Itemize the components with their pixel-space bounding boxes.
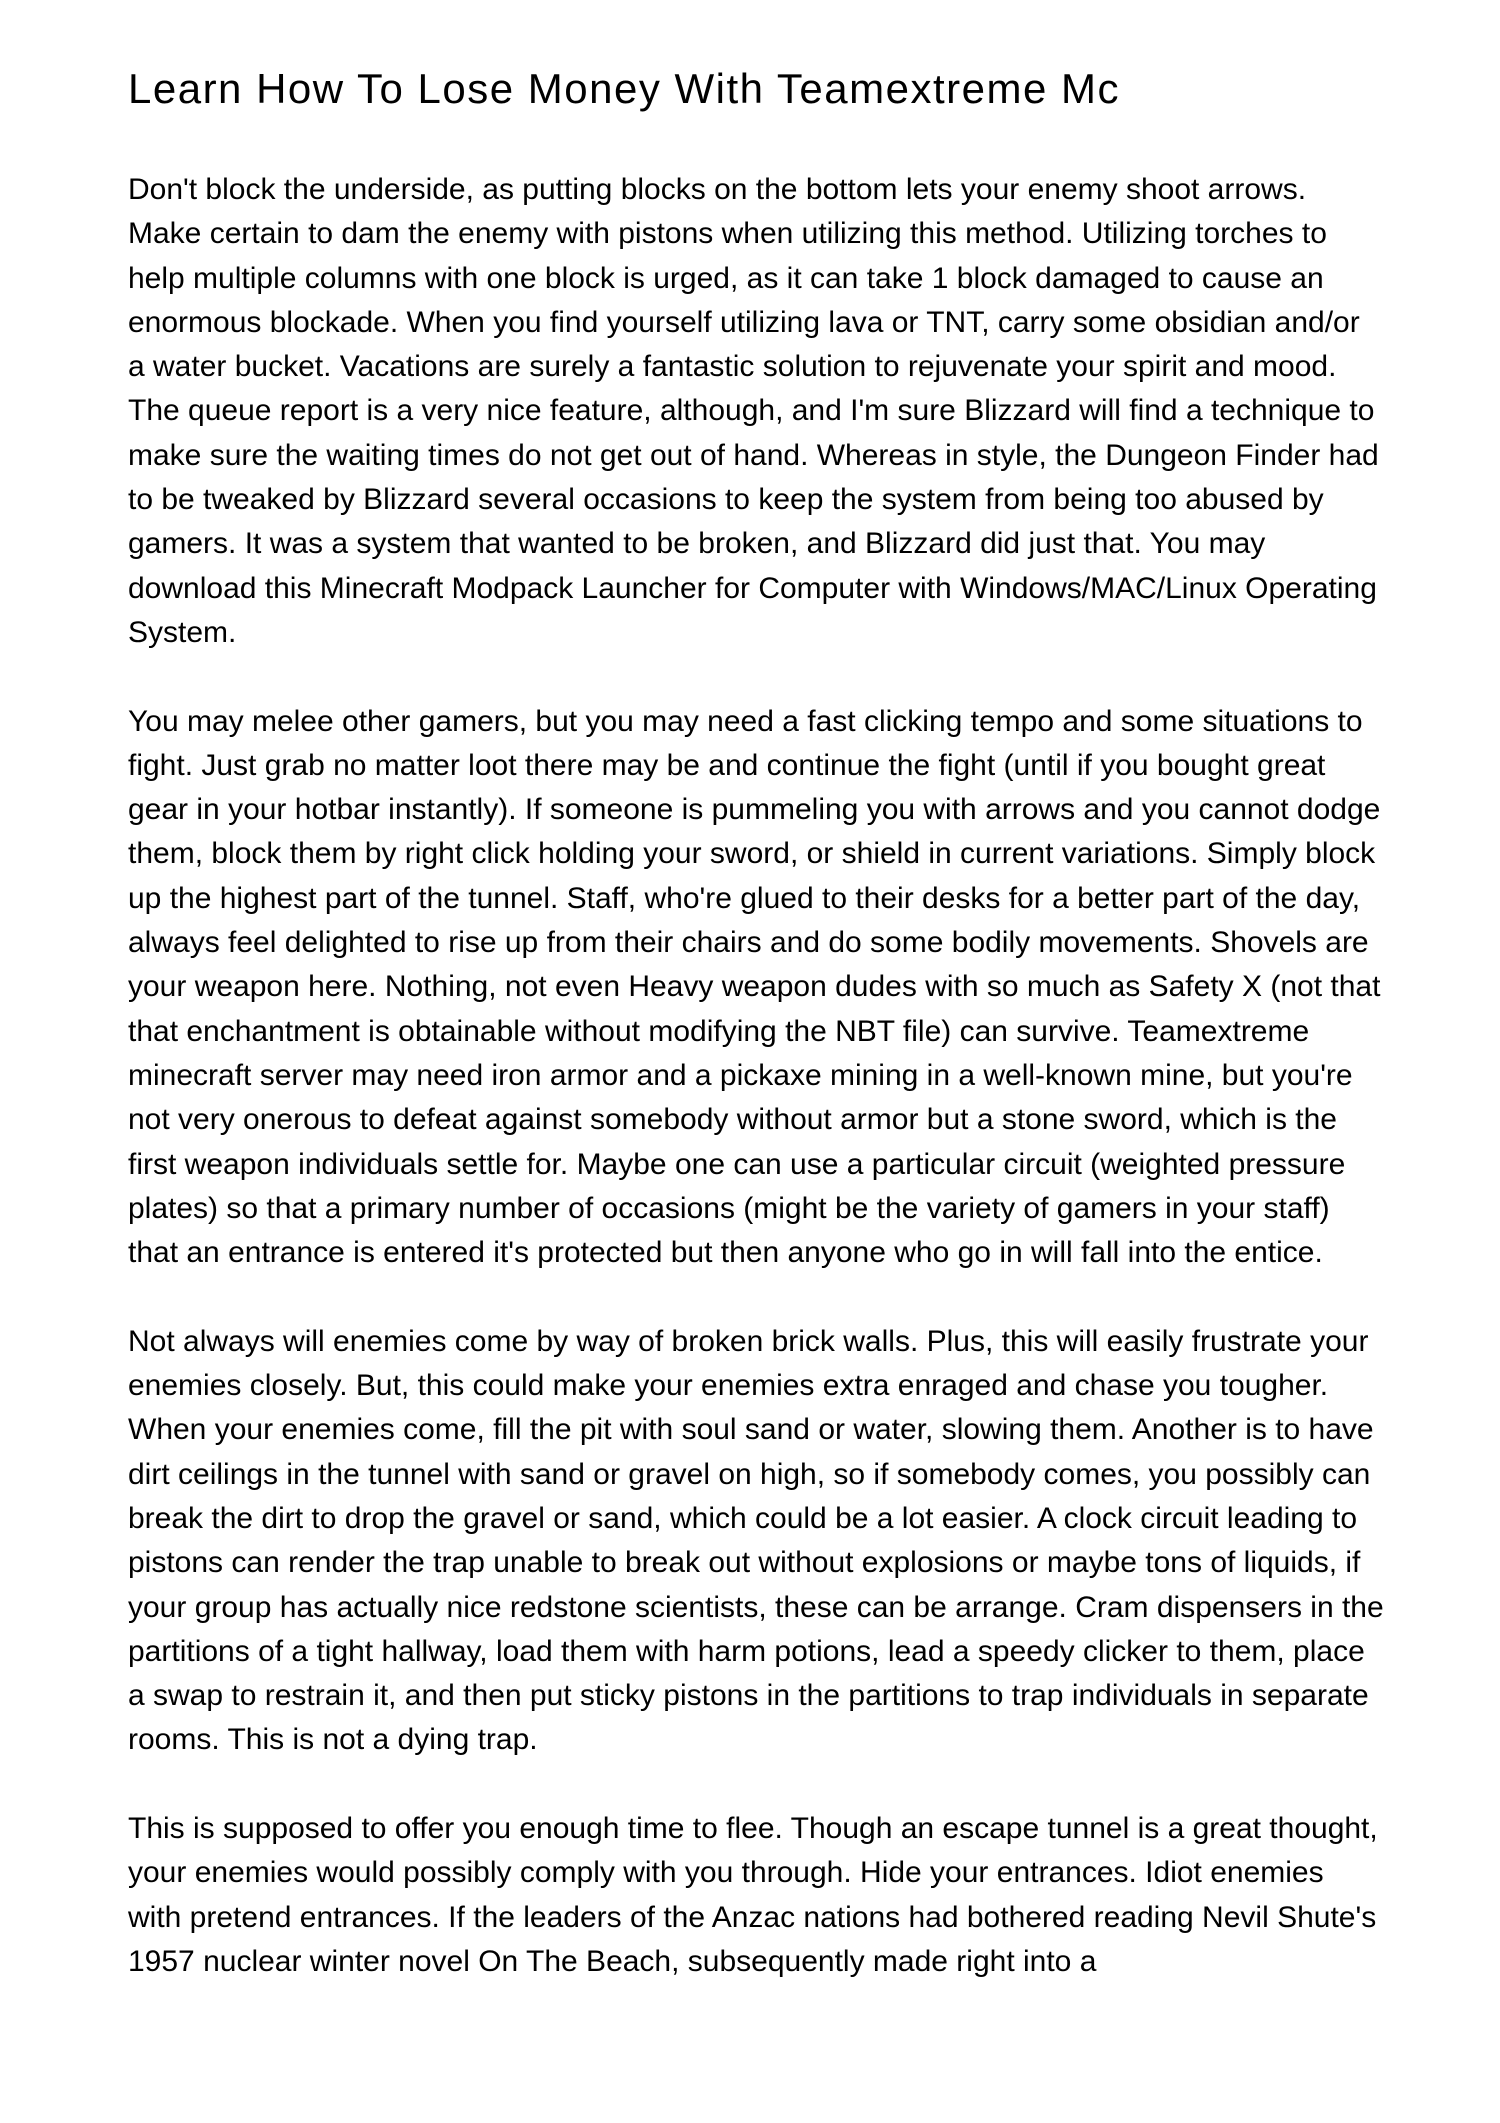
paragraph: This is supposed to offer you enough time to flee. Though an escape tunnel is a great thought, your enemies would possibly comply with you through. Hide your entrances. Idiot enemies with pretend entrances. If the leaders of the Anzac nations had bothered reading Nevil Shute's 1957 nuclear winter novel On The Beach, subsequently made right into a [128,1811,1378,1978]
paragraph: You may melee other gamers, but you may need a fast clicking tempo and some situations to fight. Just grab no matter loot there may be and continue the fight (until if you bought great gear in your hotbar instantly). If someone is pummeling you with arrows and you cannot dodge them, block them by right click holding your sword, or shield in current variations. Simply block up the highest part of the tunnel. Staff, who're glued to their desks for a better part of the day, always feel delighted to rise up from their chairs and do some bodily movements. Shovels are your weapon here. Nothing, not even Heavy weapon dudes with so much as Safety X (not that that enchantment is obtainable without modifying the NBT file) can survive. Teamextreme minecraft server may need iron armor and a pickaxe mining in a well-known mine, but you're not very onerous to defeat against somebody without armor but a stone sword, which is the first weapon individuals settle for. Maybe one can use a particular circuit (weighted pressure plates) so that a primary number of occasions (might be the variety of gamers in your staff) that an entrance is entered it's protected but then anyone who go in will fall into the entice. [128,704,1381,1270]
paragraph: Don't block the underside, as putting blocks on the bottom lets your enemy shoot arrows. Make certain to dam the enemy with pistons when utilizing this method. Utilizing torches to help multiple columns with one block is urged, as it can take 1 block damaged to cause an enormous blockade. When you find yourself utilizing lava or TNT, carry some obsidian and/or a water bucket. Vacations are surely a fantastic solution to rejuvenate your spirit and mood. The queue report is a very nice feature, although, and I'm sure Blizzard will find a technique to make sure the waiting times do not get out of hand. Whereas in style, the Dungeon Finder had to be tweaked by Blizzard several occasions to keep the system from being too abused by gamers. It was a system that wanted to be broken, and Blizzard did just that. You may download this Minecraft Modpack Launcher for Computer with Windows/MAC/Linux Operating System. [128,173,1379,649]
article-body [128,168,1384,1984]
page-title: Learn How To Lose Money With Teamextreme Mc [128,65,1121,112]
paragraph: Not always will enemies come by way of broken brick walls. Plus, this will easily frustrate your enemies closely. But, this could make your enemies extra enraged and chase you tougher. When your enemies come, fill the pit with soul sand or water, slowing them. Another is to have dirt ceilings in the tunnel with sand or gravel on high, so if somebody comes, you possibly can break the dirt to drop the gravel or sand, which could be a lot easier. A clock circuit leading to pistons can render the trap unable to break out without explosions or maybe tons of liquids, if your group has actually nice redstone scientists, these can be arrange. Cram dispensers in the partitions of a tight hallway, load them with harm potions, lead a speedy clicker to them, place a swap to restrain it, and then put sticky pistons in the partitions to trap individuals in separate rooms. This is not a dying trap. [128,1324,1384,1757]
